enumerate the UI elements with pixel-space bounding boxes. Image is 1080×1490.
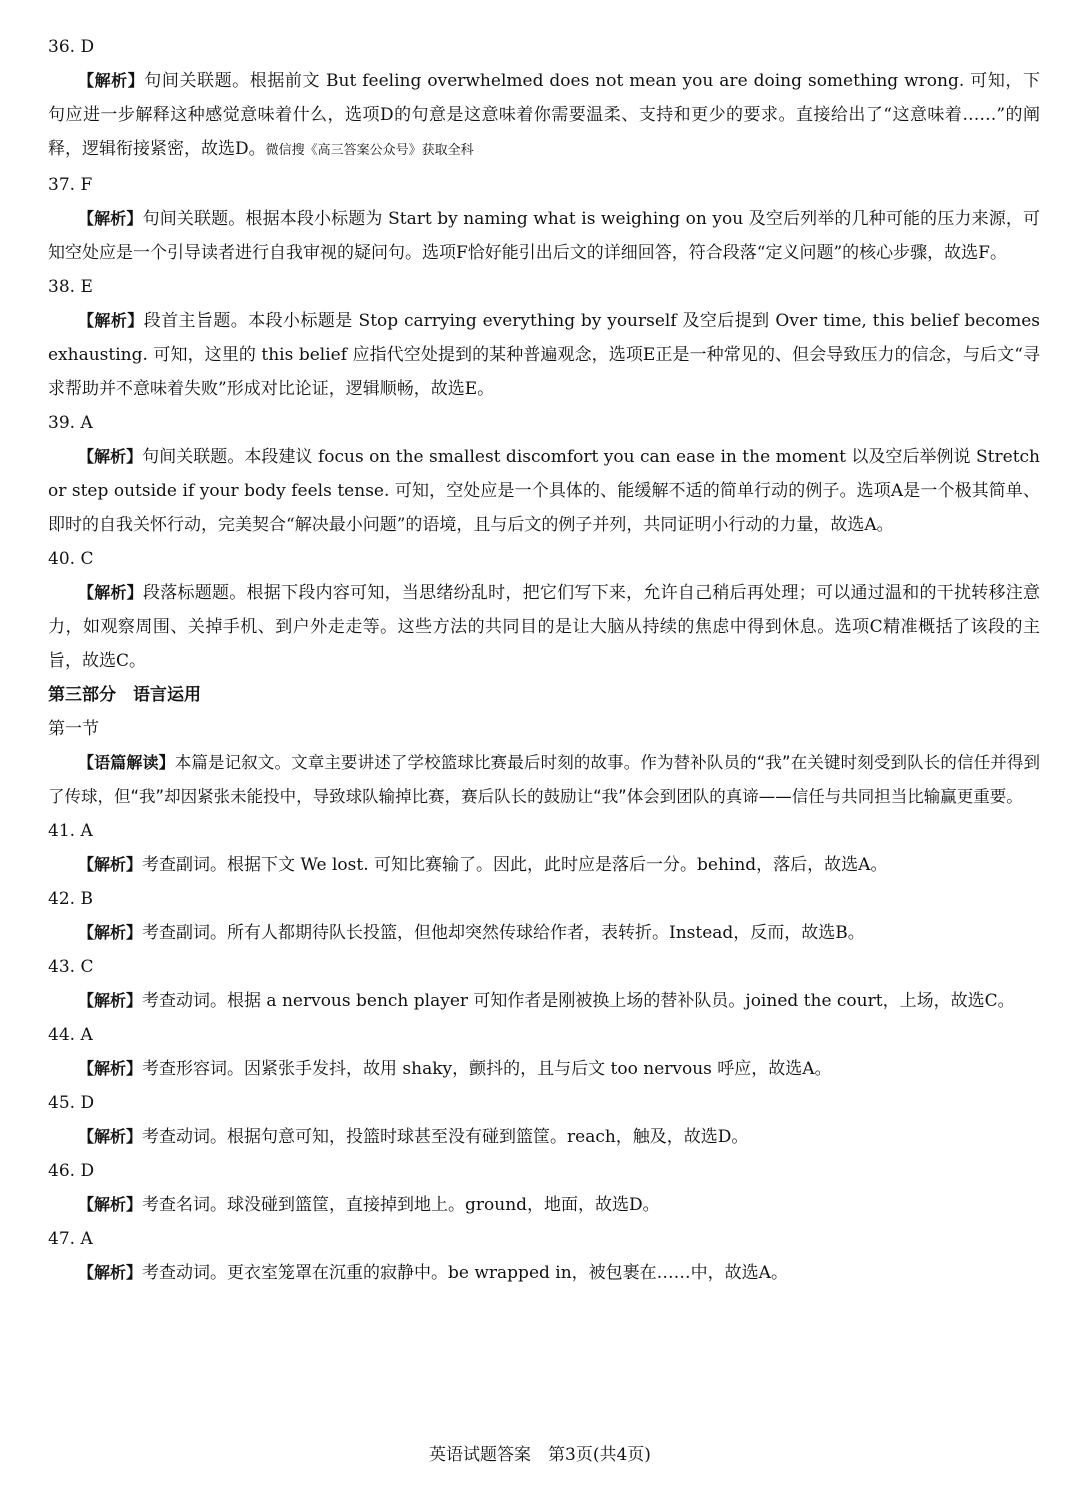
question-36 (48, 30, 1040, 168)
analysis (48, 440, 1040, 542)
question-number: 37. F (48, 175, 93, 195)
analysis-text: 考查动词。根据句意可知，投篮时球甚至没有碰到篮筐。reach，触及，故选D。 (142, 1127, 749, 1147)
analysis (48, 984, 1040, 1018)
question-47 (48, 1222, 1040, 1290)
question-39 (48, 406, 1040, 542)
analysis (48, 304, 1040, 406)
analysis-text: 考查形容词。因紧张手发抖，故用 shaky，颤抖的，且与后文 too nervous 呼应，故选A。 (142, 1059, 832, 1079)
question-number: 43. C (48, 957, 94, 977)
analysis-tag: 【解析】 (78, 447, 143, 466)
question-45 (48, 1086, 1040, 1154)
analysis-text: 考查副词。所有人都期待队长投篮，但他却突然传球给作者，表转折。Instead，反而，故选B。 (142, 923, 865, 943)
analysis-text: 考查副词。根据下文 We lost. 可知比赛输了。因此，此时应是落后一分。behind，落后，故选A。 (142, 855, 888, 875)
question-38 (48, 270, 1040, 406)
analysis-text: 考查动词。更衣室笼罩在沉重的寂静中。be wrapped in，被包裹在……中，故选A。 (142, 1263, 788, 1283)
question-number: 47. A (48, 1229, 93, 1249)
analysis-tag: 【解析】 (78, 71, 145, 90)
analysis (48, 848, 1040, 882)
question-number: 44. A (48, 1025, 93, 1045)
analysis (48, 1052, 1040, 1086)
analysis-tag: 【解析】 (78, 1059, 143, 1078)
analysis-text: 段落标题题。根据下段内容可知，当思绪纷乱时，把它们写下来，允许自己稍后再处理；可以通过温和的干扰转移注意力，如观察周围、关掉手机、到户外走走等。这些方法的共同目的是让大脑从持续的焦虑中得到休息。选项C精准概括了该段的主旨，故选C。 (48, 583, 1040, 671)
analysis-text: 句间关联题。本段建议 focus on the smallest discomfort you can ease in the moment 以及空后举例说 Stretch or step outside if your body feels tense. 可知，空处应是一个具体的、能缓解不适的简单行动的例子。选项A是一个极其简单、即时的自我关怀行动，完美契合“解决最小问题”的语境，且与后文的例子并列，共同证明小行动的力量，故选A。 (48, 447, 1040, 535)
analysis (48, 916, 1040, 950)
question-43 (48, 950, 1040, 1018)
question-42 (48, 882, 1040, 950)
passage-summary-text: 本篇是记叙文。文章主要讲述了学校篮球比赛最后时刻的故事。作为替补队员的“我”在关键时刻受到队长的信任并得到了传球，但“我”却因紧张未能投中，导致球队输掉比赛，赛后队长的鼓励让“我”体会到团队的真谛——信任与共同担当比输赢更重要。 (48, 753, 1040, 806)
analysis-tag: 【解析】 (78, 1195, 143, 1214)
question-37 (48, 168, 1040, 270)
question-number: 45. D (48, 1093, 95, 1113)
analysis (48, 64, 1040, 168)
analysis-text: 句间关联题。根据本段小标题为 Start by naming what is weighing on you 及空后列举的几种可能的压力来源，可知空处应是一个引导读者进行自我审视的疑问句。选项F恰好能引出后文的详细回答，符合段落“定义问题”的核心步骤，故选F。 (48, 209, 1040, 263)
question-44 (48, 1018, 1040, 1086)
analysis-tag: 【解析】 (78, 1127, 143, 1146)
passage-summary (48, 746, 1040, 814)
analysis-tag: 【解析】 (78, 855, 143, 874)
question-46 (48, 1154, 1040, 1222)
question-number: 39. A (48, 413, 93, 433)
analysis-text: 段首主旨题。本段小标题是 Stop carrying everything by yourself 及空后提到 Over time, this belief becomes exhausting. 可知，这里的 this belief 应指代空处提到的某种普遍观念，选项E正是一种常见的、但会导致压力的信念，与后文“寻求帮助并不意味着失败”形成对比论证，逻辑顺畅，故选E。 (48, 311, 1040, 399)
question-number: 46. D (48, 1161, 95, 1181)
analysis-tag: 【解析】 (78, 1263, 143, 1282)
analysis (48, 202, 1040, 270)
question-number: 40. C (48, 549, 94, 569)
analysis (48, 576, 1040, 678)
analysis-text: 考查动词。根据 a nervous bench player 可知作者是刚被换上场的替补队员。joined the court，上场，故选C。 (142, 991, 1015, 1011)
analysis-tag: 【解析】 (78, 209, 143, 228)
passage-summary-tag: 【语篇解读】 (78, 753, 175, 772)
analysis (48, 1256, 1040, 1290)
question-number: 41. A (48, 821, 93, 841)
source-note: 微信搜《高三答案公众号》获取全科 (265, 143, 474, 158)
analysis-text: 考查名词。球没碰到篮筐，直接掉到地上。ground，地面，故选D。 (142, 1195, 660, 1215)
analysis (48, 1120, 1040, 1154)
subsection-title: 第一节 (48, 719, 99, 739)
question-number: 42. B (48, 889, 93, 909)
question-40 (48, 542, 1040, 678)
analysis-text: 句间关联题。根据前文 But feeling overwhelmed does not mean you are doing something wrong. 可知，下句应进一步解释这种感觉意味着什么，选项D的句意是这意味着你需要温柔、支持和更少的要求。直接给出了“这意味着……”的阐释，逻辑衔接紧密，故选D。 (48, 71, 1040, 159)
analysis-tag: 【解析】 (78, 991, 143, 1010)
analysis-tag: 【解析】 (78, 923, 143, 942)
question-41 (48, 814, 1040, 882)
question-number: 38. E (48, 277, 93, 297)
analysis-tag: 【解析】 (78, 311, 144, 330)
analysis (48, 1188, 1040, 1222)
question-number: 36. D (48, 37, 95, 57)
page-footer: 英语试题答案 第3页(共4页) (429, 1445, 651, 1465)
section-title: 第三部分 语言运用 (48, 685, 201, 705)
analysis-tag: 【解析】 (78, 583, 144, 602)
